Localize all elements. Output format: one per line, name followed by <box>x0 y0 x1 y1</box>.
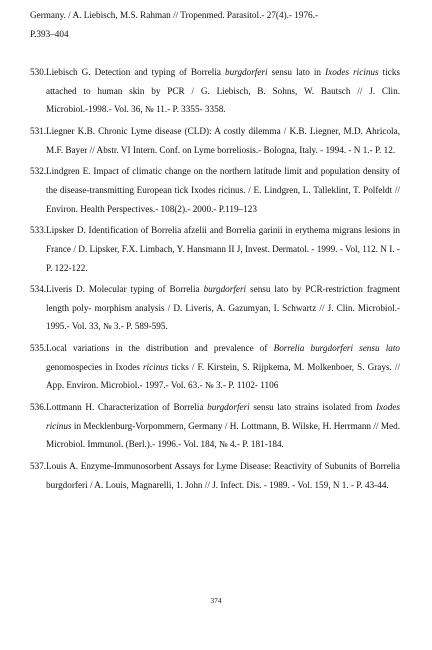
reference-list <box>30 63 400 498</box>
reference-number: 537. <box>30 461 47 472</box>
reference-number: 532. <box>30 166 47 177</box>
reference-530: 530. Liebisch G. Detection and typing of Borrelia burgdorferi sensu lato in Ixodes ricinus ticks attached to human skin by PCR / G. Liebisch, B. Sohns, W. Bautsch // J. Clin. Microbiol.-1998.- Vol. 36, № 11.- P. 3355- 3358. <box>30 63 400 119</box>
reference-531: 531. Liegner K.B. Chronic Lyme disease (CLD): A costly dilemma / K.B. Liegner, M.D. Ahricola, M.F. Bayer // Abstr. VI Intern. Conf. on Lyme borreliosis.- Bologna, Italy. - 1994. - N 1.- P. 12. <box>30 122 400 159</box>
reference-537: 537. Louis A. Enzyme-Immunosorbent Assays for Lyme Disease: Reactivity of Subunits of Borrelia burgdorferi / A. Louis, Magnarelli, 1. John // J. Infect. Dis. - 1989. - Vol. 159, N 1. - P. 43-44. <box>30 457 400 494</box>
reference-number: 530. <box>30 67 47 77</box>
continued-line-2: P.393–404 <box>30 28 69 39</box>
reference-532: 532. Lindgren E. Impact of climatic change on the northern latitude limit and population density of the disease-transmitting European tick Ixodes ricinus. / E. Lindgren, L. Talleklint, T. Polfeldt // Environ. Health Perspectives.- 108(2).- 2000.- P.119–123 <box>30 162 400 218</box>
reference-535: 535. Local variations in the distribution and prevalence of Borrelia burgdorferi sensu lato genomospecies in Ixodes ricinus ticks / F. Kirstein, S. Rijpkema, M. Molkenboer, S. Grays. // App. Environ. Microbiol.- 1997.- Vol. 63.- № 3.- P. 1102- 1106 <box>30 339 400 395</box>
reference-number: 536. <box>30 402 47 413</box>
reference-533: 533. Lipsker D. Identification of Borrelia afzelii and Borrelia garinii in erythema migrans lesions in France / D. Lipsker, F.X. Limbach, Y. Hansmann II J, Invest. Dermatol. - 1999. - Vol, 112. N I. - P. 122-122. <box>30 221 400 277</box>
reference-number: 535. <box>30 343 47 354</box>
continued-line-1: Germany. / A. Liebisch, M.S. Rahman // Tropenmed. Parasitol.- 27(4).- 1976.- <box>30 10 319 20</box>
continued-reference-text <box>30 6 400 43</box>
reference-number: 531. <box>30 125 47 136</box>
reference-number: 533. <box>30 225 47 236</box>
reference-534: 534. Liveris D. Molecular typing of Borrelia burgdorferi sensu lato by PCR-restriction fragment length poly- morphism analysis / D. Liveris, A. Gazumyan, I. Schwartz // J. Clin. Microbiol.- 1995.- Vol. 33, № 3.- P. 589-595. <box>30 280 400 336</box>
reference-number: 534. <box>30 284 47 295</box>
page-number: 374 <box>210 596 222 605</box>
reference-536: 536. Lottmann H. Characterization of Borrelia burgdorferi sensu lato strains isolated from Ixodes ricinus in Mecklenburg-Vorpommern, Germany / H. Lottmann, B. Wilske, H. Herrmann // Med. Microbiol. Immunol. (Berl.).- 1996.- Vol. 184, № 4.- P. 181-184. <box>30 398 400 454</box>
